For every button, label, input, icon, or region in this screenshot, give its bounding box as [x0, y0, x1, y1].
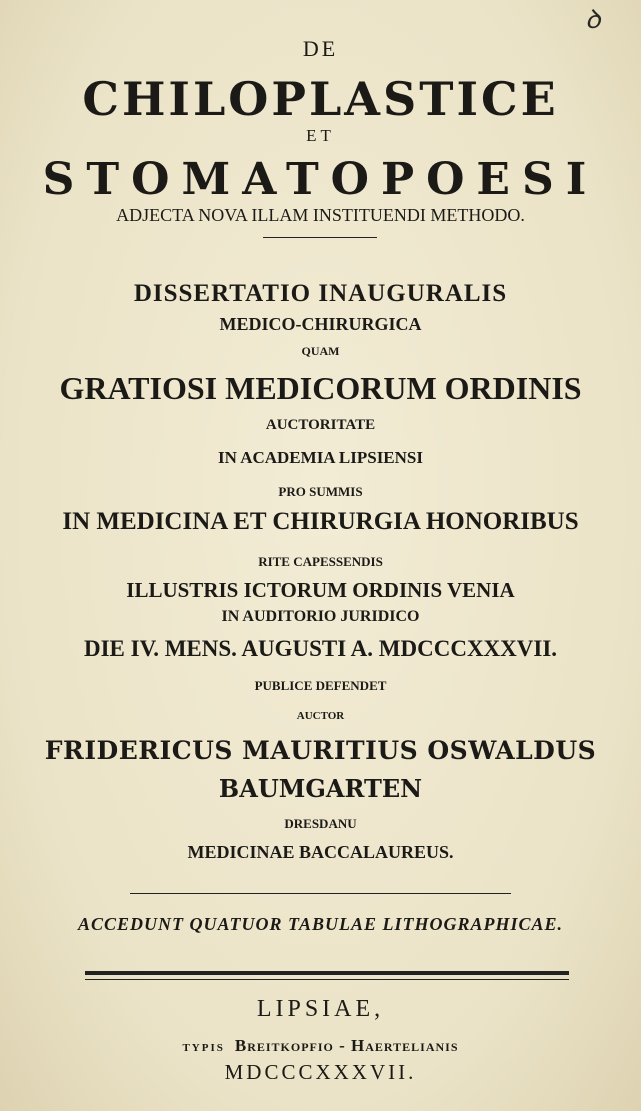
- thin-rule: [85, 979, 569, 980]
- in-medicina-honoribus: IN MEDICINA ET CHIRURGIA HONORIBUS: [62, 508, 579, 535]
- author-surname: BAUMGARTEN: [218, 774, 423, 803]
- accedunt-tabulae: ACCEDUNT QUATUOR TABULAE LITHOGRAPHICAE.: [77, 914, 564, 934]
- title-stomatopoesi: STOMATOPOESI: [42, 154, 599, 205]
- title-et: ET: [306, 126, 335, 145]
- city-lipsiae: LIPSIAE,: [256, 996, 385, 1022]
- quam: QUAM: [301, 344, 340, 358]
- rite-capessendis: RITE CAPESSENDIS: [258, 554, 383, 569]
- date-line: DIE IV. MENS. AUGUSTI A. MDCCCXXXVII.: [83, 636, 558, 661]
- printers-name: Breitkopfio - Haertelianis: [234, 1036, 459, 1055]
- publice-defendet: PUBLICE DEFENDET: [254, 678, 387, 693]
- auditorio-juridico: IN AUDITORIO JURIDICO: [221, 608, 420, 625]
- thick-rule: [85, 971, 569, 975]
- pro-summis: PRO SUMMIS: [278, 484, 363, 499]
- dresdanu: DRESDANU: [284, 816, 357, 831]
- typis-word: TYPIS: [182, 1042, 225, 1054]
- year: MDCCCXXXVII.: [224, 1060, 417, 1084]
- medico-chirurgica: MEDICO-CHIRURGICA: [219, 314, 422, 334]
- illustris-venia: ILLUSTRIS ICTORUM ORDINIS VENIA: [126, 578, 515, 602]
- author-name: FRIDERICUS MAURITIUS OSWALDUS: [44, 736, 597, 765]
- dissertatio-heading: DISSERTATIO INAUGURALIS: [133, 280, 508, 307]
- auctoritate: AUCTORITATE: [265, 417, 376, 433]
- baccalaureus: MEDICINAE BACCALAUREUS.: [187, 842, 454, 862]
- subtitle: ADJECTA NOVA ILLAM INSTITUENDI METHODO.: [116, 205, 525, 225]
- corner-handwritten-mark: ꝺ: [585, 5, 601, 34]
- long-divider: [130, 893, 511, 894]
- auctor: AUCTOR: [296, 710, 345, 722]
- gratiosi-ordinis: GRATIOSI MEDICORUM ORDINIS: [59, 370, 582, 406]
- printer-line: [0, 1036, 641, 1056]
- short-divider: [263, 237, 377, 238]
- title-chiloplastice: CHILOPLASTICE: [82, 72, 559, 126]
- academia-lipsiensi: IN ACADEMIA LIPSIENSI: [218, 448, 423, 467]
- title-de: DE: [302, 36, 339, 61]
